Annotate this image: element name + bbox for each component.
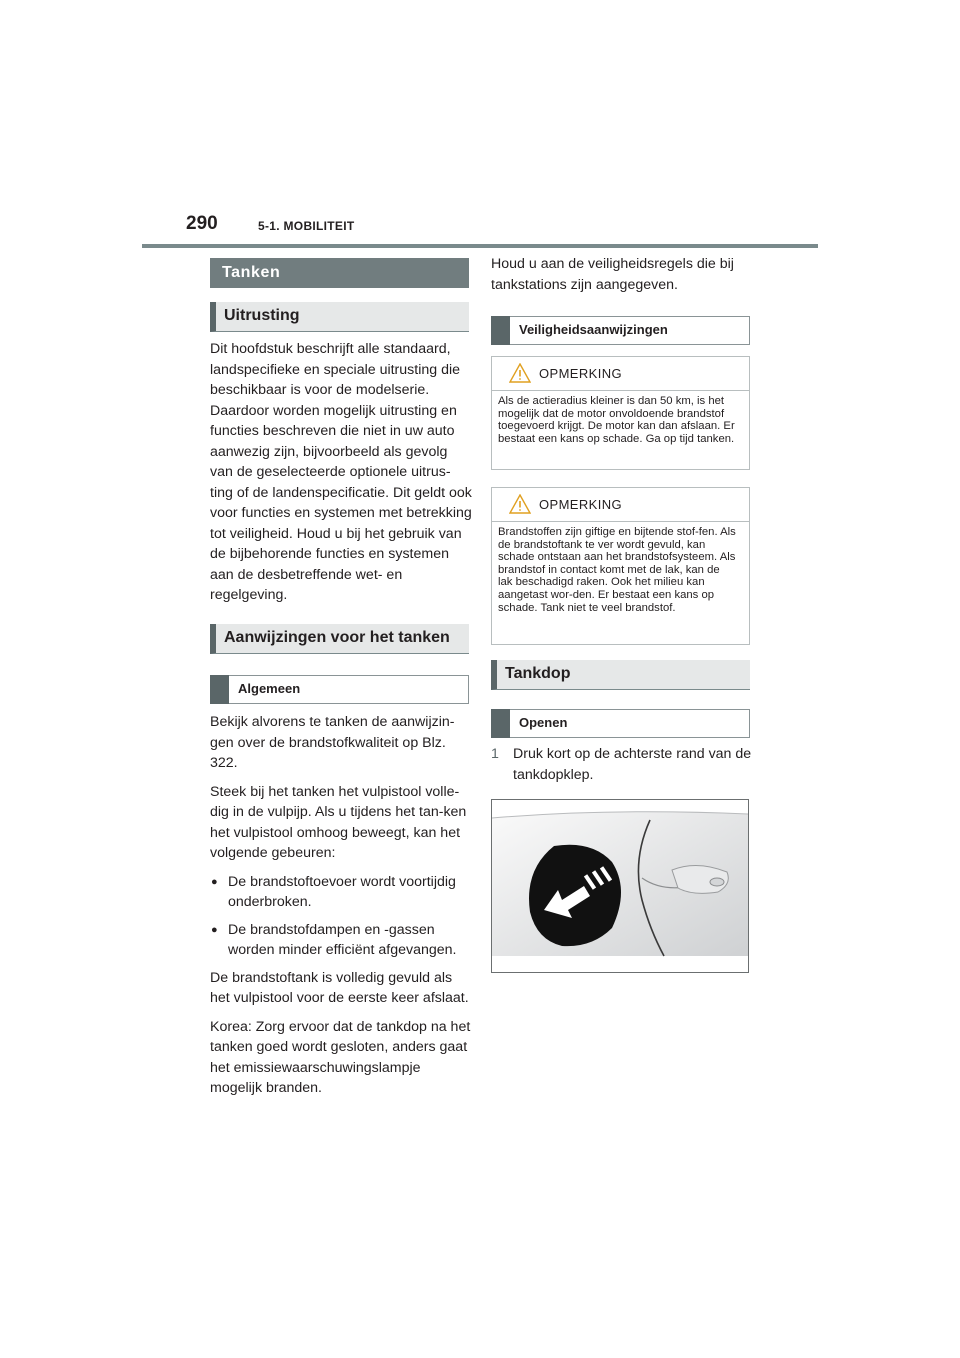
subheading-algemeen-label: Algemeen bbox=[238, 681, 301, 696]
uitrusting-paragraph bbox=[210, 339, 472, 614]
subheading-marker bbox=[491, 316, 510, 345]
section-title-tanken: Tanken bbox=[210, 258, 469, 288]
warning-triangle-icon bbox=[509, 363, 531, 383]
subsection-aanwijzingen-label: Aanwijzingen voor het tanken bbox=[224, 629, 450, 646]
subsection-aanwijzingen bbox=[210, 624, 469, 654]
subsection-uitrusting-label: Uitrusting bbox=[224, 307, 300, 324]
uitrusting-text: Dit hoofdstuk beschrijft alle standaard, landspecifieke en speciale uitrusting die beschikbaar is voor de modelserie. Daardoor worden mogelijk uitrusting en functies beschreven die niet in uw auto aanwezig zijn, bijvoorbeeld als gevolg van de geselecteerde optionele uitrus-ting of de landenspecificatie. Dit geldt ook voor functies en systemen met betrekking tot veiligheid. Houd u bij het gebruik van de bijbehorende functies en systemen aan de desbetreffende wet- en regelgeving. bbox=[210, 341, 472, 603]
warning-triangle-icon bbox=[509, 494, 531, 514]
subheading-veiligheid bbox=[491, 316, 750, 345]
subheading-marker bbox=[210, 675, 229, 704]
note-label: OPMERKING bbox=[539, 497, 623, 512]
page-number: 290 bbox=[186, 213, 218, 234]
paragraph-korea: Korea: Zorg ervoor dat de tankdop na het tanken goed wordt gesloten, anders gaat het emissiewaarschuwingslampje mogelijk branden. bbox=[210, 1018, 471, 1096]
chapter-title: 5-1. MOBILITEIT bbox=[258, 219, 355, 233]
bullet-item: ● De brandstoftoevoer wordt voortijdig onderbroken. bbox=[210, 872, 472, 913]
note-header bbox=[492, 357, 749, 391]
subheading-veiligheid-label: Veiligheidsaanwijzingen bbox=[519, 322, 668, 337]
paragraph-volledig-gevuld: De brandstoftank is volledig gevuld als het vulpistool voor de eerste keer afslaat. bbox=[210, 969, 469, 1006]
subsection-tankdop-label: Tankdop bbox=[505, 665, 571, 682]
aanwijzingen-body bbox=[210, 712, 472, 1107]
paragraph-brandstofkwaliteit: Bekijk alvorens te tanken de aanwijzin-gen over de brandstofkwaliteit op Blz. 322. bbox=[210, 714, 455, 771]
note-label: OPMERKING bbox=[539, 366, 623, 381]
fuel-flap-illustration bbox=[491, 799, 749, 973]
subsection-tankdop bbox=[491, 660, 750, 690]
subheading-openen-label: Openen bbox=[519, 715, 568, 730]
intro-paragraph bbox=[491, 254, 753, 303]
bullet-item: ● De brandstofdampen en -gassen worden minder efficiënt afgevangen. bbox=[210, 920, 472, 961]
note-text: Brandstoffen zijn giftige en bijtende stof-fen. Als de brandstoftank te ver wordt gevuld, kan schade ontstaan aan het brandstofsysteem. Als brandstof in contact komt met de lak, kan de lak beschadigd raken. Ook het milieu kan aangetast wor-den. Er bestaat een kans op schade. Tank niet te veel brandstof. bbox=[498, 526, 736, 614]
paragraph-vulpistool: Steek bij het tanken het vulpistool volle-dig in de vulpijp. Als u tijdens het tan-ken het vulpistool omhoog beweegt, kan het volgende gebeuren: bbox=[210, 783, 467, 861]
note-header bbox=[492, 488, 749, 522]
step-number: 1 bbox=[491, 746, 499, 762]
subheading-openen bbox=[491, 709, 750, 738]
fuel-flap-drawing bbox=[492, 800, 748, 972]
step-text: Druk kort op de achterste rand van de tankdopklep. bbox=[513, 746, 752, 783]
header-rule bbox=[142, 244, 818, 248]
subsection-uitrusting bbox=[210, 302, 469, 332]
subheading-marker bbox=[491, 709, 510, 738]
subheading-algemeen bbox=[210, 675, 469, 704]
step-1 bbox=[491, 744, 753, 785]
note-box-brandstof bbox=[491, 487, 750, 645]
intro-text: Houd u aan de veiligheidsregels die bij tankstations zijn aangegeven. bbox=[491, 256, 734, 293]
note-text: Als de actieradius kleiner is dan 50 km, is het mogelijk dat de motor onvoldoende brandstof toegevoerd krijgt. De motor kan dan afslaan. Er bestaat een kans op schade. Ga op tijd tanken. bbox=[498, 395, 735, 445]
note-box-actieradius bbox=[491, 356, 750, 470]
